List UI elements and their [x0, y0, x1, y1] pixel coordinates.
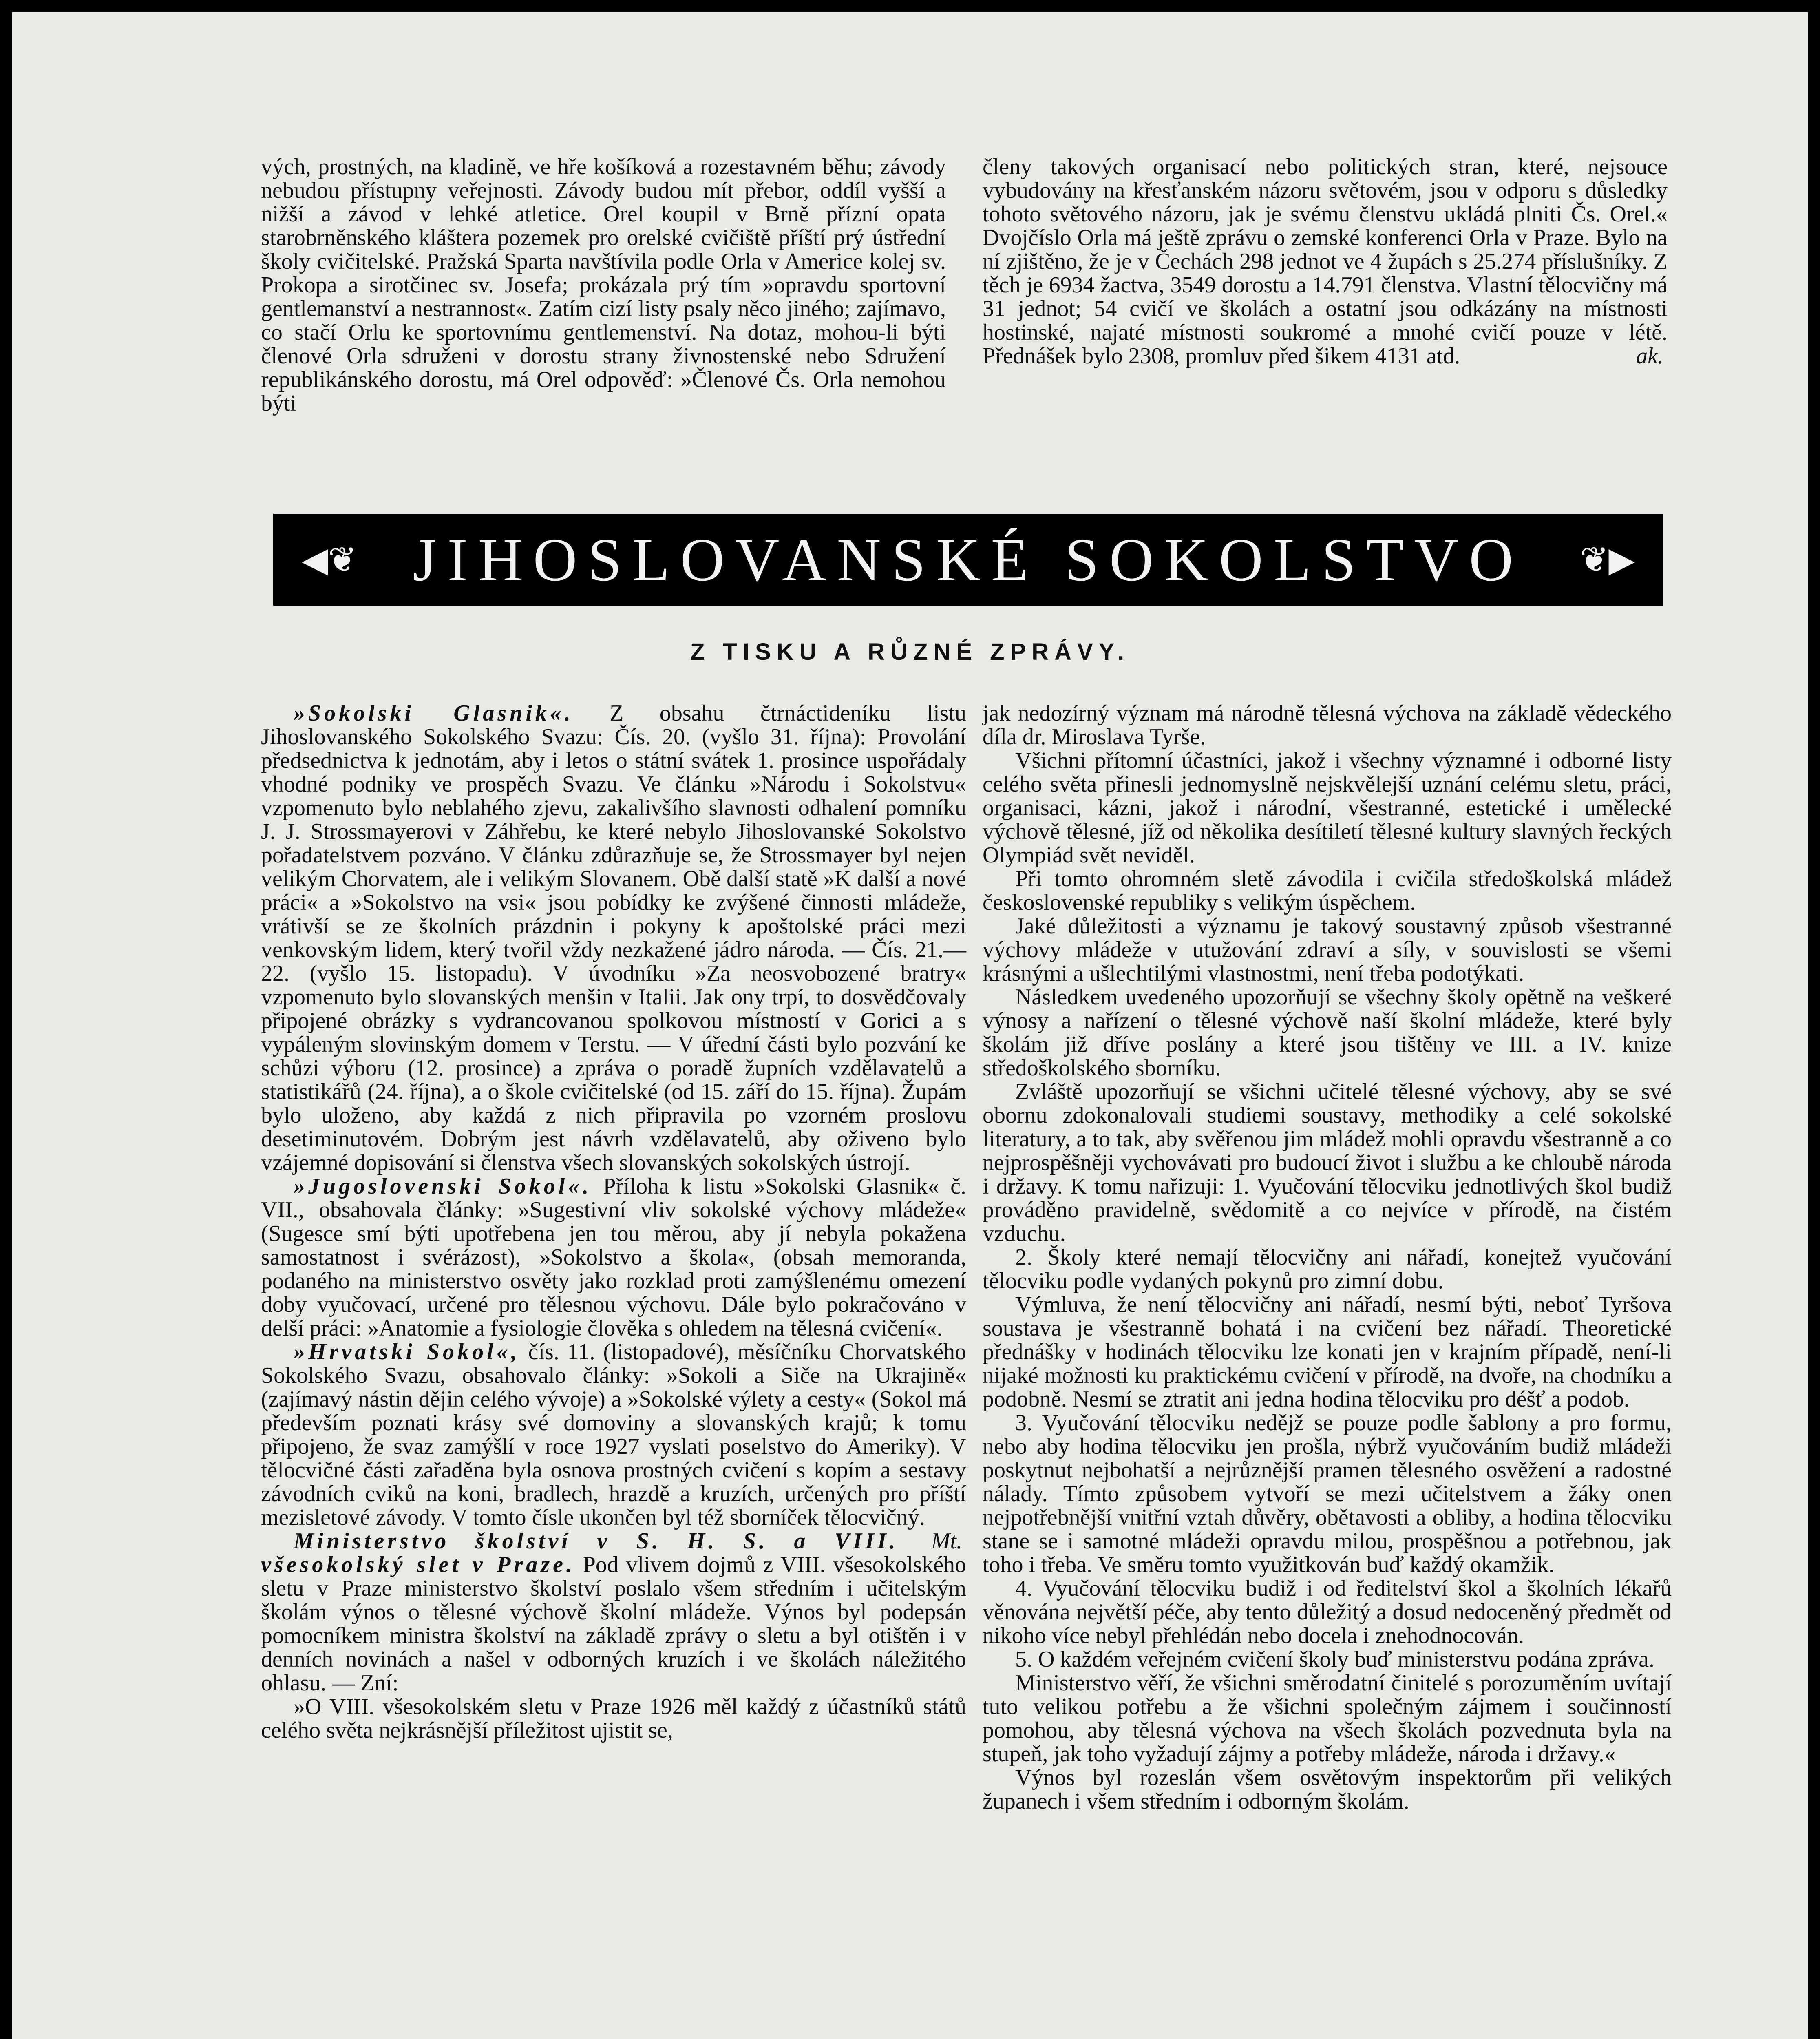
article-text: čís. 11. (listopadové), měsíčníku Chorvatského Sokolského Svazu, obsahovalo články: »Sokoli a Siče na Ukrajině« (zajímavý nástin dějin celého vývoje) a »Sokolské výlety a cesty« (Sokol má především poznati krásy své domoviny a slovanských krajů; k tomu připojeno, že svaz zamýšlí v roce 1927 vyslati poselstvo do Ameriky). V tělocvičné části zařaděna byla osnova prostných cvičení s kopím a sestavy závodních cviků na koni, bradlech, hrazdě a kruzích, určených pro příští mezisletové závody. V tomto čísle ukončen byl též sborníček tělocvičný. — [261, 1339, 966, 1530]
top-right-column — [983, 155, 1668, 368]
article-title: »Sokolski Glasnik«. — [294, 701, 574, 726]
article-text: Z obsahu čtrnáctideníku listu Jihoslovanského Sokolského Svazu: Čís. 20. (vyšlo 31. října): Provolání předsednictva k jednotám, aby i letos o státní svátek 1. prosince uspořádaly vhodné podniky ve prospěch Svazu. Ve článku »Národu i Sokolstvu« vzpomenuto bylo neblahého zjevu, zakalivšího slavnosti odhalení pomníku J. J. Strossmayerovi v Záhřebu, ke které nebylo Jihoslovanské Sokolstvo pořadatelstvem pozváno. V článku zdůrazňuje se, že Strossmayer byl nejen velikým Chorvatem, ale i velikým Slovanem. Obě další statě »K další a nové práci« a »Sokolstvo na vsi« jsou pobídky ke zvýšené činnosti mládeže, vrátivší se ze školních prázdnin i pokyny k apoštolské práci mezi venkovským lidem, který tvořil vždy nezkažené jádro národa. — Čís. 21.—22. (vyšlo 15. listopadu). V úvodníku »Za neosvobozené bratry« vzpomenuto bylo slovanských menšin v Italii. Jak ony trpí, to dosvědčovaly připojené obrázky s vydrancovanou spolkovou místností v Gorici a s vypáleným slovinským domem v Terstu. — V úřední části bylo pozvání ke schůzi výboru (12. prosince) a zpráva o poradě župních vzdělavatelů a statistikářů (24. října), a o škole cvičitelské (od 15. září do 15. října). Župám bylo uloženo, aby každá z nich připravila po vzorném proslovu desetiminutovém. Dobrým jest návrh vzdělavatelů, aby oživeno bylo vzájemné dopisování si členstva všech slovanských sokolských ústrojí. — [261, 701, 966, 1175]
decree-paragraph: jak nedozírný význam má národně tělesná výchova na základě vědeckého díla dr. Miroslava Tyrše. — [983, 701, 1672, 750]
right-column — [983, 701, 1672, 1813]
top-right-text: členy takových organisací nebo politických stran, které, nejsouce vybudovány na křesťanském názoru světovém, jsou v odporu s důsledky tohoto světového názoru, jak je svému členstvu ukládá plniti Čs. Orel.« Dvojčíslo Orla má ještě zprávu o zemské konferenci Orla v Praze. Bylo na ní zjištěno, že je v Čechách 298 jednot ve 4 župách s 25.274 příslušníky. Z těch je 6934 žactva, 3549 dorostu a 14.791 členstva. Vlastní tělocvičny má 31 jednot; 54 cvičí ve školách a ostatní jsou odkázány na místnosti hostinské, najaté místnosti soukromé a mnohé cvičí pouze v létě. Přednášek bylo 2308, promluv před šikem 4131 atd. — [983, 154, 1668, 369]
decree-paragraph: 4. Vyučování tělocviku budiž i od ředitelství škol a školních lékařů věnována největší péče, aby tento důležitý a dosud nedoceněný předmět od nikoho více nebyl přehlédán nebo docela i znehodnocován. — [983, 1576, 1672, 1648]
banner-title: JIHOSLOVANSKÉ SOKOLSTVO — [413, 526, 1524, 594]
decree-paragraph: Všichni přítomní účastníci, jakož i všechny významné i odborné listy celého světa přinesli jednomyslně nejskvělejší uznání celému sletu, práci, organisaci, kázni, jakož i národní, všestranné, estetické i umělecké výchově tělesné, jíž od několika desítiletí tělesné kultury slavných řeckých Olympiád svět neviděl. — [983, 748, 1672, 868]
decree-paragraph: 5. O každém veřejném cvičení školy buď ministerstvu podána zpráva. — [1015, 1647, 1654, 1672]
section-subtitle: Z TISKU A RŮZNÉ ZPRÁVY. — [690, 639, 1130, 665]
article-jugoslovenski-sokol — [261, 1174, 966, 1340]
article-title: Ministerstvo školství v S. H. S. a VIII. všesokolský slet v Praze. — [261, 1528, 899, 1577]
decree-paragraph: Následkem uvedeného upozorňují se všechny školy opětně na veškeré výnosy a nařízení o tělesné výchově naší školní mládeže, které byly školám již dříve poslány a které jsou tištěny ve III. a IV. knize středoškolského sborníku. — [983, 984, 1672, 1081]
decree-paragraph: Výmluva, že není tělocvičny ani nářadí, nesmí býti, neboť Tyršova soustava je všestranně bohatá i na cvičení bez nářadí. Theoretické přednášky v hodinách tělocviku lze konati jen v krajním případě, není-li nijaké možnosti ku praktickému cvičení v přírodě, na dvoře, na chodníku a podobně. Nesmí se ztratit ani jedna hodina tělocviku pro déšť a podob. — [983, 1292, 1672, 1412]
article-text: Pod vlivem dojmů z VIII. všesokolského sletu v Praze ministerstvo školství poslalo všem středním i učitelským školám výnos o tělesné výchově školní mládeže. Výnos byl podepsán pomocníkem ministra školství na základě zprávy o sletu a byl otištěn i v denních novinách a našel v odborných kruzích i ve školách náležitého ohlasu. — Zní: — [261, 1552, 967, 1696]
decree-paragraph: 3. Vyučování tělocviku nedějž se pouze podle šablony a pro formu, nebo aby hodina tělocviku jen prošla, nýbrž vyučováním budiž mládeži poskytnut nejbohatší a nejrůznější pramen tělesného osvěžení a radostné nálady. Tímto způsobem vytvoří se mezi učitelstvem a žáky onen nejpotřebnější vnitřní vztah důvěry, obětavosti a obliby, a hodina tělocviku stane se i samotné mládeži opravdu milou, prospěšnou a potřebnou, jak toho i třeba. Ve směru tomto využitkován buď každý okamžik. — [983, 1410, 1672, 1577]
decree-paragraph: Jaké důležitosti a významu je takový soustavný způsob všestranné výchovy mládeže v utužování zdraví a síly, v souvislosti se všemi krásnými a ušlechtilými vlastnostmi, není třeba podotýkati. — [983, 913, 1672, 986]
top-left-paragraph: vých, prostných, na kladině, ve hře košíková a rozestavném běhu; závody nebudou přístupny veřejnosti. Závody budou mít přebor, oddíl vyšší a nižší a závod v lehké atletice. Orel koupil v Brně přízní opata starobrněnského kláštera pozemek pro orelské cvičiště příští prý ústřední školy cvičitelské. Pražská Sparta navštívila podle Orla v Americe kolej sv. Prokopa a sirotčinec sv. Josefa; prokázala prý tím »opravdu sportovní gentlemanství a nestrannost«. Zatím cizí listy psaly něco jiného; zajímavo, co stačí Orlu ke sportovnímu gentlemenství. Na dotaz, mohou-li býti členové Orla sdruženi v dorostu strany živnostenské nebo Sdružení republikánského dorostu, má Orel odpověď: »Členové Čs. Orla nemohou býti — [261, 154, 946, 416]
top-right-signature: ak. — [1636, 343, 1663, 369]
decree-paragraph: Při tomto ohromném sletě závodila i cvičila středoškolská mládež československé republiky s velikým úspěchem. — [983, 866, 1672, 915]
ornament-left-icon: ◀❦ — [302, 541, 357, 579]
article-ministerstvo — [261, 1529, 966, 1695]
top-right-paragraph — [983, 155, 1668, 368]
article-signature: Mt. — [931, 1528, 962, 1554]
decree-paragraph: Výnos byl rozeslán všem osvětovým inspektorům při velikých županech i všem středním i odborným školám. — [983, 1765, 1672, 1814]
section-banner — [273, 514, 1663, 606]
top-left-column — [261, 155, 946, 415]
article-title: »Hrvatski Sokol«, — [294, 1339, 520, 1364]
decree-paragraph: Ministerstvo věří, že všichni směrodatní činitelé s porozuměním uvítají tuto velikou potřebu a že všichni společným zájmem i součinností pomohou, aby tělesná výchova na všech školách pozvednuta byla na stupeň, jak toho vyžadují zájmy a potřeby mládeže, národa i državy.« — [983, 1670, 1672, 1767]
article-text: Příloha k listu »Sokolski Glasnik« č. VII., obsahovala články: »Sugestivní vliv sokolské výchovy mládeže« (Sugesce smí býti upotřebena jen tou měrou, aby jí nebyla pokažena samostatnost i svérázost), »Sokolstvo a škola«, (obsah memoranda, podaného na ministerstvo osvěty jako rozklad proti zamýšlenému omezení doby vyučovací, určené pro tělesnou výchovu. Dále bylo pokračováno v delší práci: »Anatomie a fysiologie člověka s ohledem na tělesná cvičení«. — [261, 1174, 966, 1341]
ornament-right-icon: ❦▶ — [1580, 541, 1635, 579]
article-title: »Jugoslovenski Sokol«. — [294, 1174, 592, 1199]
decree-paragraph: Zvláště upozorňují se všichni učitelé tělesné výchovy, aby se své obornu zdokonalovali studiemi soustavy, methodiky a celé sokolské literatury, a to tak, aby svěřenou jim mládež mohli opravdu všestranně a co nejprospěšněji vychovávati pro budoucí život i službu a ke chloubě národa i državy. K tomu nařizuji: 1. Vyučování tělocviku jednotlivých škol budiž prováděno pravidelně, svědomitě a co nejvíce v přírodě, na čistém vzduchu. — [983, 1079, 1672, 1246]
decree-paragraph: »O VIII. všesokolském sletu v Praze 1926 měl každý z účastníků států celého světa nejkrásnější příležitost ujistit se, — [261, 1694, 966, 1743]
article-sokolski-glasnik — [261, 701, 966, 1174]
decree-paragraph: 2. Školy které nemají tělocvičny ani nářadí, konejtež vyučování tělocviku podle vydaných pokynů pro zimní dobu. — [983, 1245, 1672, 1294]
left-column — [261, 701, 966, 1742]
